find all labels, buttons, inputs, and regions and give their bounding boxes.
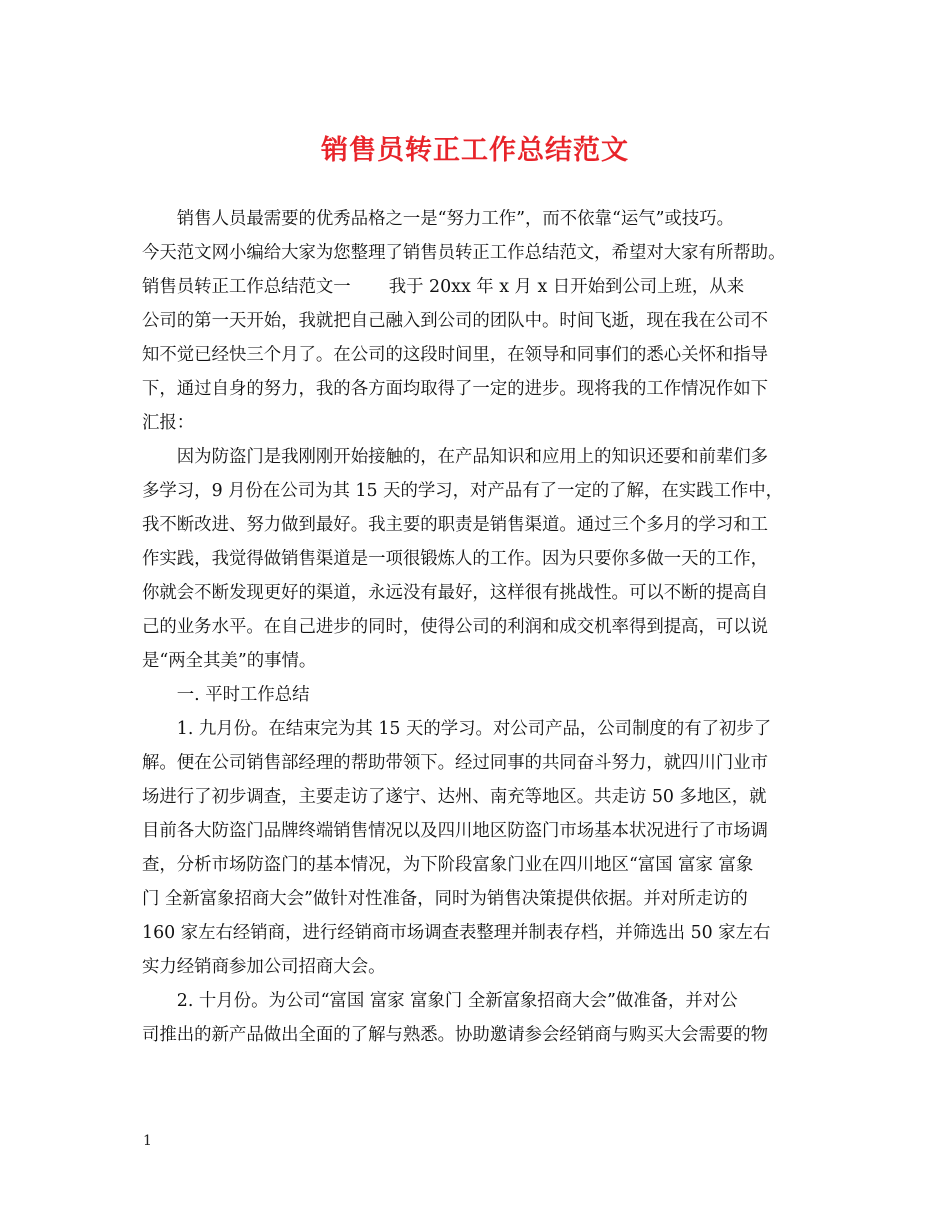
paragraph-line: 今天范文网小编给大家为您整理了销售员转正工作总结范文，希望对大家有所帮助。 bbox=[142, 243, 786, 263]
paragraph-line: 己的业务水平。在自己进步的同时，使得公司的利润和成交机率得到提高，可以说 bbox=[142, 617, 769, 637]
paragraph-line: 多学习，9 月份在公司为其 15 天的学习，对产品有了一定的了解，在实践工作中， bbox=[142, 481, 784, 501]
paragraph-text: 我于 20xx 年 x 月 x 日开始到公司上班，从来 bbox=[388, 277, 745, 297]
paragraph-line: 是“两全其美”的事情。 bbox=[142, 651, 317, 671]
paragraph-line: 公司的第一天开始，我就把自己融入到公司的团队中。时间飞逝，现在我在公司不 bbox=[142, 311, 769, 331]
paragraph-line: 2. 十月份。为公司“富国 富家 富象门 全新富象招商大会”做准备，并对公 bbox=[142, 991, 738, 1011]
paragraph-line: 门 全新富象招商大会”做针对性准备，同时为销售决策提供依据。并对所走访的 bbox=[142, 889, 748, 909]
page-number: 1 bbox=[143, 1133, 152, 1149]
paragraph-line: 实力经销商参加公司招商大会。 bbox=[142, 957, 386, 977]
paragraph-line: 160 家左右经销商，进行经销商市场调查表整理并制表存档，并筛选出 50 家左右 bbox=[142, 923, 771, 943]
section-heading: 销售员转正工作总结范文一 bbox=[142, 277, 351, 297]
paragraph-line: 目前各大防盗门品牌终端销售情况以及四川地区防盗门市场基本状况进行了市场调 bbox=[142, 821, 769, 841]
document-title: 销售员转正工作总结范文 bbox=[321, 135, 629, 166]
paragraph-line: 1. 九月份。在结束完为其 15 天的学习。对公司产品，公司制度的有了初步了 bbox=[142, 719, 772, 739]
paragraph-line: 我不断改进、努力做到最好。我主要的职责是销售渠道。通过三个多月的学习和工 bbox=[142, 515, 769, 535]
paragraph-line: 作实践，我觉得做销售渠道是一项很锻炼人的工作。因为只要你多做一天的工作， bbox=[142, 549, 769, 569]
subheading-line: 一. 平时工作总结 bbox=[142, 685, 310, 705]
paragraph-line: 汇报： bbox=[142, 413, 195, 433]
paragraph-line: 知不觉已经快三个月了。在公司的这段时间里，在领导和同事们的悉心关怀和指导 bbox=[142, 345, 769, 365]
paragraph-line-composite bbox=[142, 276, 744, 298]
paragraph-line: 销售人员最需要的优秀品格之一是“努力工作”，而不依靠“运气”或技巧。 bbox=[142, 209, 735, 229]
paragraph-line: 你就会不断发现更好的渠道，永远没有最好，这样很有挑战性。可以不断的提高自 bbox=[142, 583, 769, 603]
paragraph-line: 司推出的新产品做出全面的了解与熟悉。协助邀请参会经销商与购买大会需要的物 bbox=[142, 1025, 769, 1045]
paragraph-line: 查，分析市场防盗门的基本情况，为下阶段富象门业在四川地区“富国 富家 富象 bbox=[142, 855, 754, 875]
paragraph-line: 因为防盗门是我刚刚开始接触的，在产品知识和应用上的知识还要和前辈们多 bbox=[142, 447, 769, 467]
paragraph-line: 解。便在公司销售部经理的帮助带领下。经过同事的共同奋斗努力，就四川门业市 bbox=[142, 753, 769, 773]
paragraph-line: 下，通过自身的努力，我的各方面均取得了一定的进步。现将我的工作情况作如下 bbox=[142, 379, 769, 399]
paragraph-line: 场进行了初步调查，主要走访了遂宁、达州、南充等地区。共走访 50 多地区，就 bbox=[142, 787, 767, 807]
